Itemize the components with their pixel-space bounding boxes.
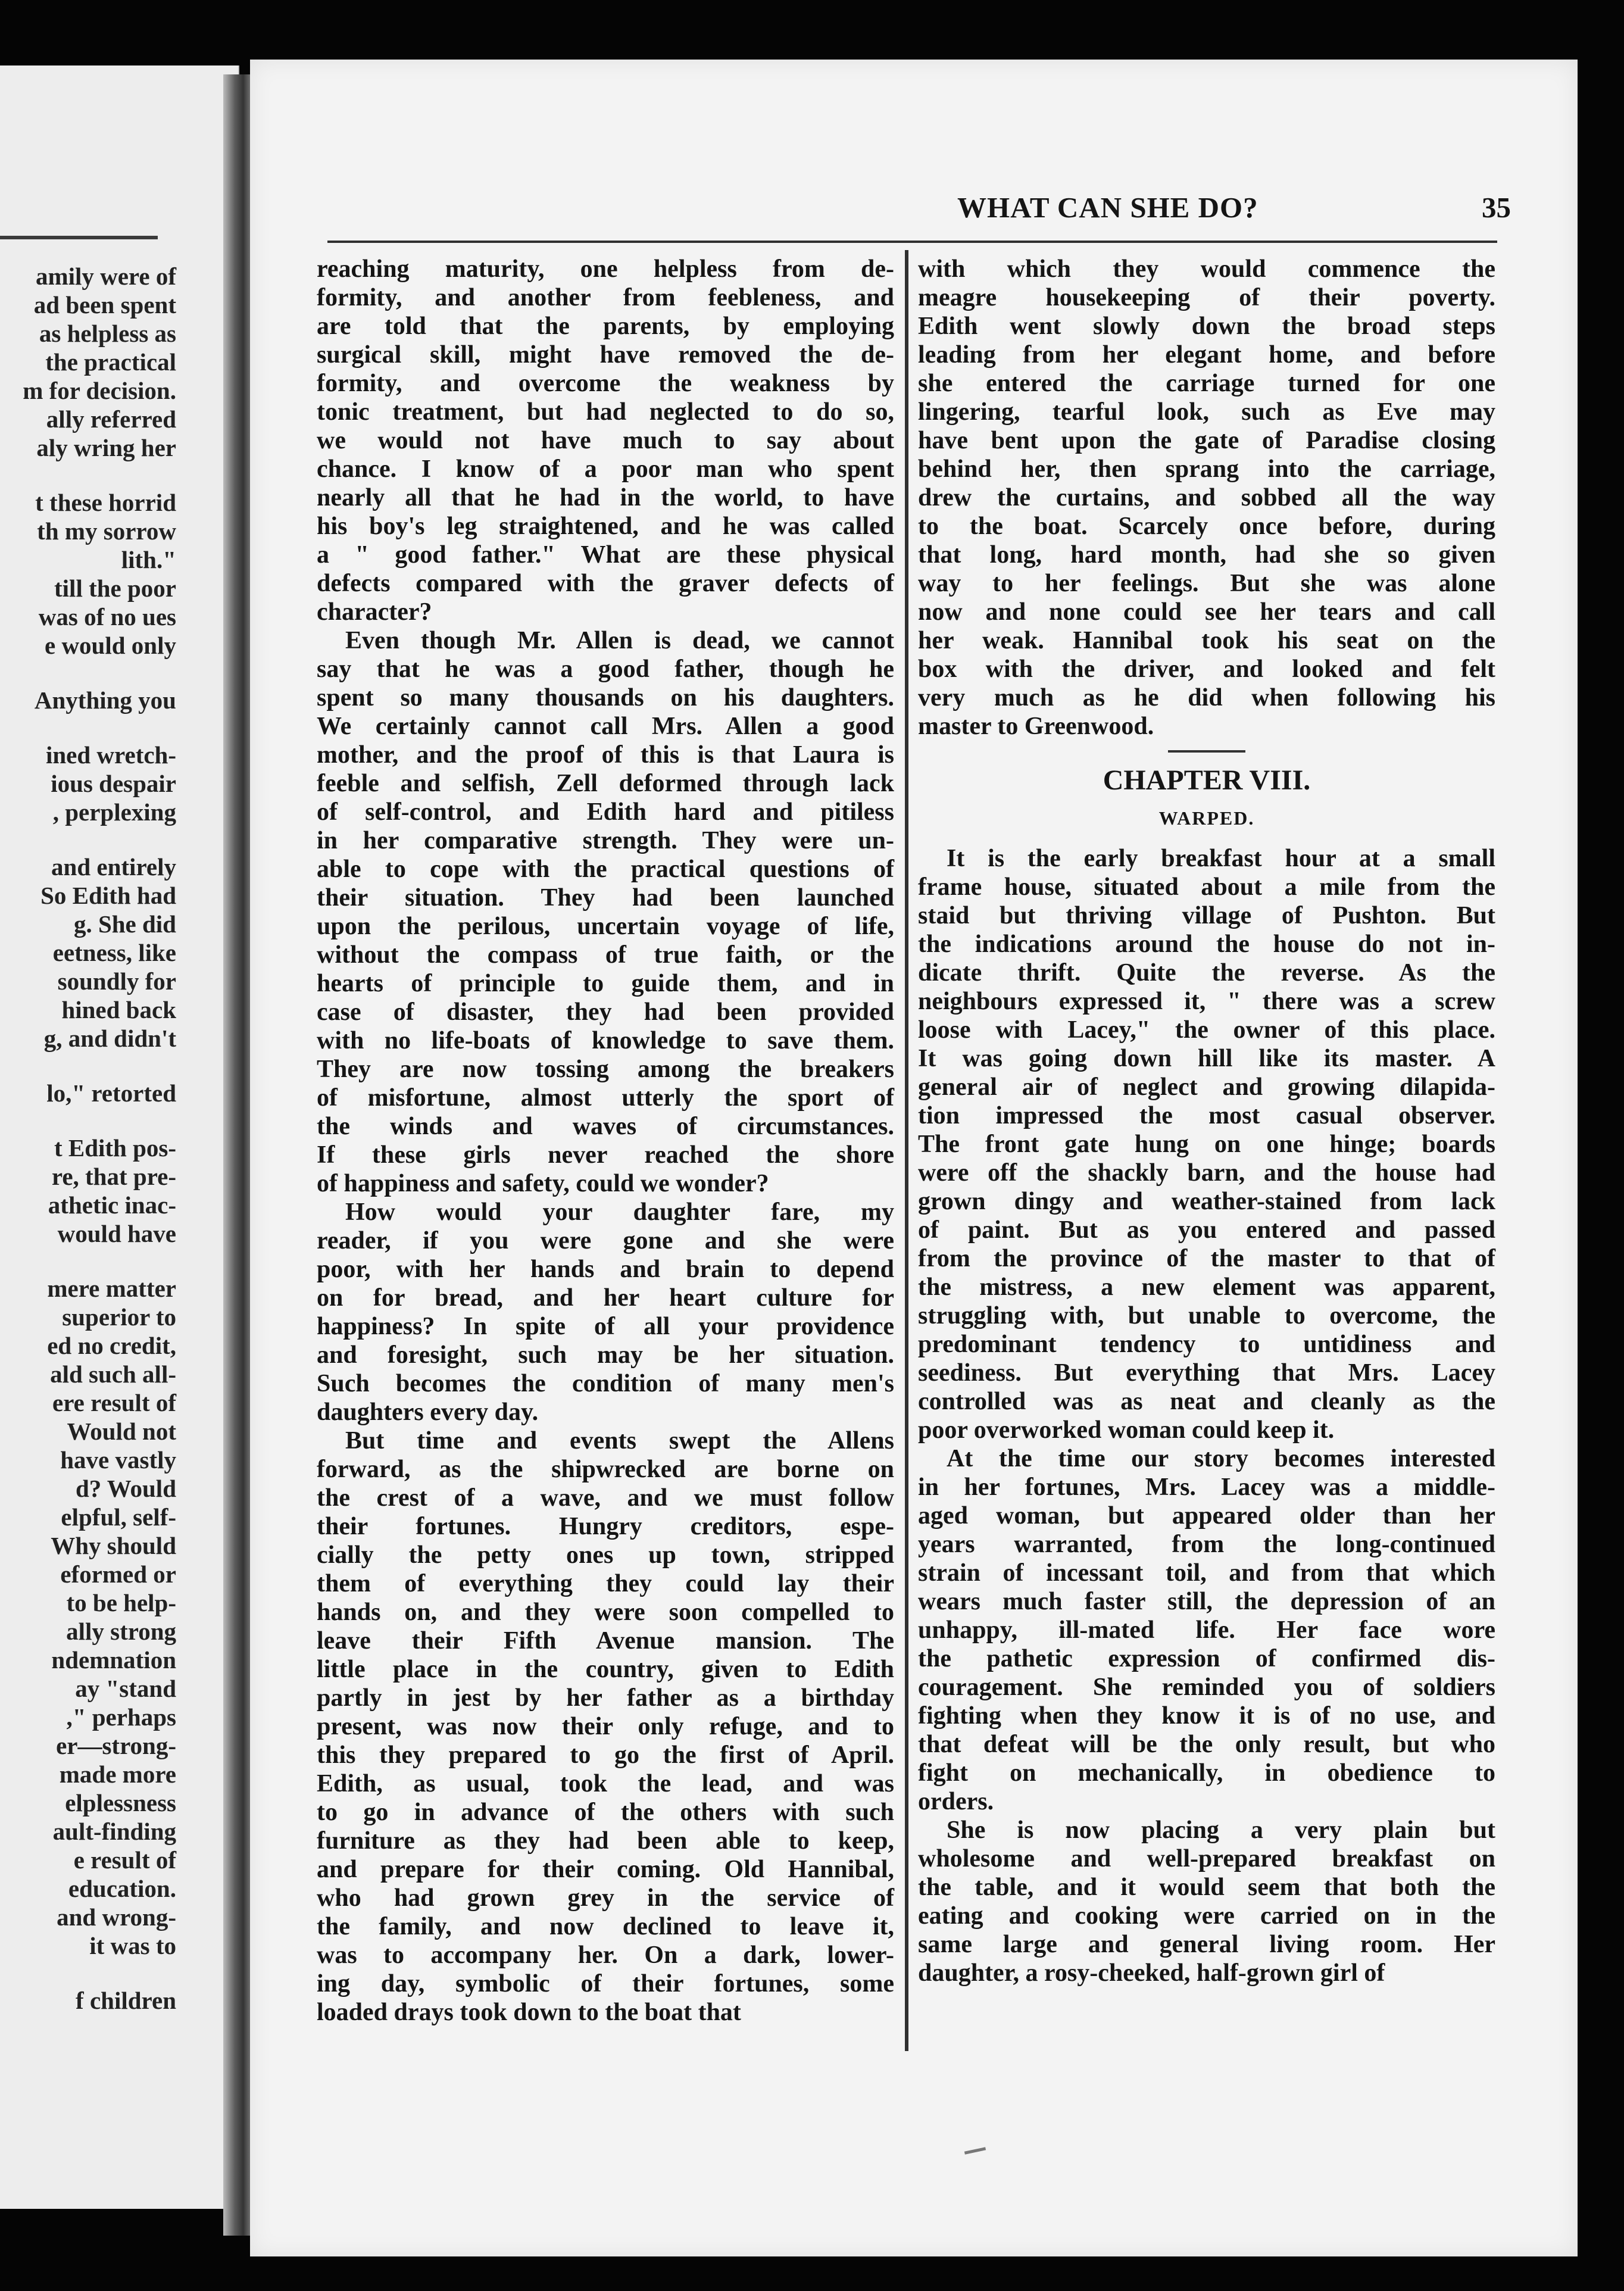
left-page-line: m for decision. bbox=[23, 377, 176, 404]
chapter-subtitle: WARPED. bbox=[1158, 807, 1255, 829]
text-line: from the province of the master to that of bbox=[918, 1245, 1495, 1272]
text-line: that long, hard month, had she so given bbox=[918, 541, 1495, 569]
text-line: mother, and the proof of this is that Laura is bbox=[317, 741, 894, 769]
left-page-line: amily were of bbox=[35, 263, 176, 290]
text-line: orders. bbox=[918, 1788, 994, 1815]
left-page-line: ad been spent bbox=[33, 291, 176, 319]
left-page-line: e would only bbox=[45, 632, 176, 659]
text-line: without the compass of true faith, or the bbox=[317, 941, 894, 969]
text-line: on for bread, and her heart culture for bbox=[317, 1284, 894, 1312]
left-page-line: education. bbox=[68, 1875, 176, 1902]
text-line: The front gate hung on one hinge; boards bbox=[918, 1131, 1495, 1158]
left-page-line: aly wring her bbox=[36, 434, 176, 461]
left-page-line: to be help- bbox=[66, 1589, 176, 1616]
left-page-line: Why should bbox=[51, 1532, 176, 1559]
chapter-viii-text bbox=[918, 844, 1495, 1987]
left-page-line: e result of bbox=[73, 1846, 176, 1874]
page-number: 35 bbox=[1482, 191, 1511, 224]
left-page-line: and entirely bbox=[51, 853, 176, 881]
text-line: this they prepared to go the first of April. bbox=[317, 1741, 894, 1769]
left-page-line: re, that pre- bbox=[51, 1163, 176, 1190]
chapter-title: CHAPTER VIII. bbox=[1103, 764, 1311, 796]
text-line: of self-control, and Edith hard and pitiless bbox=[317, 798, 894, 826]
left-page-line: superior to bbox=[62, 1303, 176, 1331]
left-page-line: soundly for bbox=[57, 967, 176, 995]
text-line: she entered the carriage turned for one bbox=[918, 370, 1495, 397]
text-line: the mistress, a new element was apparent, bbox=[918, 1274, 1495, 1301]
left-page-line: was of no ues bbox=[38, 603, 176, 631]
text-line: unhappy, ill-mated life. Her face wore bbox=[918, 1616, 1495, 1644]
text-line: box with the driver, and looked and felt bbox=[918, 656, 1495, 683]
left-page-line: eformed or bbox=[60, 1560, 176, 1588]
text-line: drew the curtains, and sobbed all the way bbox=[918, 484, 1495, 511]
left-page-line: g, and didn't bbox=[43, 1025, 176, 1052]
text-line: It was going down hill like its master. A bbox=[918, 1045, 1495, 1072]
left-page-line: ed no credit, bbox=[47, 1332, 176, 1359]
text-line: his boy's leg straightened, and he was called bbox=[317, 513, 894, 540]
text-line: But time and events swept the Allens bbox=[345, 1427, 894, 1454]
text-line: general air of neglect and growing dilapida- bbox=[918, 1073, 1495, 1101]
left-page-line: lo," retorted bbox=[46, 1079, 176, 1107]
text-line: able to cope with the practical questions of bbox=[317, 856, 894, 883]
text-line: At the time our story becomes interested bbox=[947, 1445, 1495, 1472]
page-header bbox=[326, 191, 1553, 227]
text-line: nearly all that he had in the world, to have bbox=[317, 484, 894, 511]
text-line: partly in jest by her father as a birthday bbox=[317, 1684, 894, 1712]
text-line: formity, and another from feebleness, and bbox=[317, 284, 894, 311]
text-line: struggling with, but unable to overcome, the bbox=[918, 1302, 1495, 1329]
left-page-line: ," perhaps bbox=[66, 1703, 176, 1731]
text-line: seediness. But everything that Mrs. Lacey bbox=[918, 1359, 1495, 1387]
left-page-text bbox=[0, 65, 238, 2209]
text-line: They are now tossing among the breakers bbox=[317, 1056, 894, 1083]
left-page-line: ally referred bbox=[46, 405, 176, 433]
text-line: tion impressed the most casual observer. bbox=[918, 1102, 1495, 1129]
text-line: We certainly cannot call Mrs. Allen a good bbox=[317, 713, 894, 740]
text-line: very much as he did when following his bbox=[918, 684, 1495, 711]
text-line: of misfortune, almost utterly the sport of bbox=[317, 1084, 894, 1112]
text-line: wears much faster still, the depression of an bbox=[918, 1588, 1495, 1615]
text-line: poor, with her hands and brain to depend bbox=[317, 1256, 894, 1283]
text-line: now and none could see her tears and call bbox=[918, 598, 1495, 626]
text-line: happiness? In spite of all your providence bbox=[317, 1313, 894, 1340]
text-line: fighting when they know it is of no use, and bbox=[918, 1702, 1495, 1730]
text-line: of happiness and safety, could we wonder? bbox=[317, 1170, 769, 1197]
text-line: the pathetic expression of confirmed dis- bbox=[918, 1645, 1495, 1672]
right-text-column bbox=[918, 255, 1495, 1987]
text-line: with no life-boats of knowledge to save them. bbox=[317, 1027, 894, 1054]
text-line: meagre housekeeping of their poverty. bbox=[918, 284, 1495, 311]
left-page-line: t Edith pos- bbox=[54, 1134, 176, 1162]
text-line: the winds and waves of circumstances. bbox=[317, 1113, 894, 1140]
right-page bbox=[250, 60, 1578, 2256]
text-line: have bent upon the gate of Paradise closing bbox=[918, 427, 1495, 454]
text-line: we would not have much to say about bbox=[317, 427, 894, 454]
left-page-line: mere matter bbox=[47, 1275, 176, 1302]
left-page-line: ere result of bbox=[52, 1389, 176, 1416]
text-line: Even though Mr. Allen is dead, we cannot bbox=[345, 627, 894, 654]
left-page-line: ious despair bbox=[51, 770, 176, 797]
text-line: little place in the country, given to Edith bbox=[317, 1656, 894, 1683]
left-page-line: f children bbox=[76, 1987, 176, 2014]
left-page-line: lith." bbox=[121, 546, 176, 573]
text-line: a " good father." What are these physical bbox=[317, 541, 894, 569]
text-line: formity, and overcome the weakness by bbox=[317, 370, 894, 397]
left-page-line: as helpless as bbox=[39, 320, 176, 347]
text-line: fight on mechanically, in obedience to bbox=[918, 1759, 1495, 1787]
text-line: loose with Lacey," the owner of this place. bbox=[918, 1016, 1495, 1044]
left-page-line: eetness, like bbox=[52, 939, 176, 966]
text-line: grown dingy and weather-stained from lack bbox=[918, 1188, 1495, 1215]
text-line: hands on, and they were soon compelled to bbox=[317, 1599, 894, 1626]
left-page-line: have vastly bbox=[60, 1446, 176, 1474]
scan-speck bbox=[964, 2147, 986, 2154]
left-page-line: ally strong bbox=[66, 1618, 176, 1645]
text-line: who had grown grey in the service of bbox=[317, 1884, 894, 1912]
left-page-line: hined back bbox=[61, 996, 176, 1023]
text-line: She is now placing a very plain but bbox=[947, 1816, 1495, 1844]
left-page-line: and wrong- bbox=[57, 1903, 176, 1931]
text-line: daughters every day. bbox=[317, 1399, 539, 1426]
text-line: that defeat will be the only result, but who bbox=[918, 1731, 1495, 1758]
text-line: forward, as the shipwrecked are borne on bbox=[317, 1456, 894, 1483]
text-line: neighbours expressed it, " there was a screw bbox=[918, 988, 1495, 1015]
text-line: Edith, as usual, took the lead, and was bbox=[317, 1770, 894, 1797]
text-line: to the boat. Scarcely once before, during bbox=[918, 513, 1495, 540]
left-page-line: , perplexing bbox=[52, 798, 176, 826]
text-line: master to Greenwood. bbox=[918, 713, 1154, 740]
text-line: present, was now their only refuge, and to bbox=[317, 1713, 894, 1740]
text-line: the family, and now declined to leave it, bbox=[317, 1913, 894, 1940]
text-line: same large and general living room. Her bbox=[918, 1931, 1495, 1958]
left-page-line: ined wretch- bbox=[45, 741, 176, 769]
header-rule bbox=[327, 241, 1497, 243]
text-line: couragement. She reminded you of soldiers bbox=[918, 1674, 1495, 1701]
text-line: cially the petty ones up town, stripped bbox=[317, 1541, 894, 1569]
text-line: their fortunes. Hungry creditors, espe- bbox=[317, 1513, 894, 1540]
text-line: with which they would commence the bbox=[918, 255, 1495, 283]
text-line: was to accompany her. On a dark, lower- bbox=[317, 1942, 894, 1969]
text-line: hearts of principle to guide them, and in bbox=[317, 970, 894, 997]
text-line: way to her feelings. But she was alone bbox=[918, 570, 1495, 597]
left-page-line: ndemnation bbox=[51, 1646, 176, 1674]
column-divider bbox=[905, 250, 908, 2051]
left-page-line: g. She did bbox=[73, 910, 176, 938]
left-page-line: ald such all- bbox=[50, 1360, 176, 1388]
left-page-line: ay "stand bbox=[75, 1675, 176, 1702]
text-line: in her comparative strength. They were un- bbox=[317, 827, 894, 854]
text-line: lingering, tearful look, such as Eve may bbox=[918, 398, 1495, 426]
text-line: are told that the parents, by employing bbox=[317, 313, 894, 340]
text-line: feeble and selfish, Zell deformed through lack bbox=[317, 770, 894, 797]
left-page-line: th my sorrow bbox=[37, 517, 176, 545]
text-line: How would your daughter fare, my bbox=[345, 1198, 894, 1226]
chapter-vii-ending-text bbox=[918, 255, 1495, 741]
text-line: case of disaster, they had been provided bbox=[317, 998, 894, 1026]
text-line: strain of incessant toil, and from that which bbox=[918, 1559, 1495, 1587]
text-line: surgical skill, might have removed the de- bbox=[317, 341, 894, 369]
text-line: tonic treatment, but had neglected to do so, bbox=[317, 398, 894, 426]
text-line: dicate thrift. Quite the reverse. As the bbox=[918, 959, 1495, 987]
text-line: character? bbox=[317, 598, 432, 626]
text-line: controlled was as neat and cleanly as the bbox=[918, 1388, 1495, 1415]
text-line: spent so many thousands on his daughters. bbox=[317, 684, 894, 711]
text-line: upon the perilous, uncertain voyage of life, bbox=[317, 913, 894, 940]
left-page-line: elpful, self- bbox=[61, 1503, 176, 1531]
left-page-line: made more bbox=[59, 1761, 176, 1788]
text-line: in her fortunes, Mrs. Lacey was a middle- bbox=[918, 1474, 1495, 1501]
text-line: leave their Fifth Avenue mansion. The bbox=[317, 1627, 894, 1655]
text-line: predominant tendency to untidiness and bbox=[918, 1331, 1495, 1358]
text-line: behind her, then sprang into the carriage, bbox=[918, 455, 1495, 483]
text-line: eating and cooking were carried on in the bbox=[918, 1902, 1495, 1930]
text-line: of paint. But as you entered and passed bbox=[918, 1216, 1495, 1244]
left-page-line: Anything you bbox=[34, 686, 176, 714]
text-line: frame house, situated about a mile from the bbox=[918, 873, 1495, 901]
running-title: WHAT CAN SHE DO? bbox=[957, 191, 1258, 224]
text-line: the crest of a wave, and we must follow bbox=[317, 1484, 894, 1512]
left-page-fragment bbox=[0, 65, 239, 2209]
text-line: reaching maturity, one helpless from de- bbox=[317, 255, 894, 283]
text-line: Edith went slowly down the broad steps bbox=[918, 313, 1495, 340]
text-line: the indications around the house do not in- bbox=[918, 931, 1495, 958]
text-line: staid but thriving village of Pushton. But bbox=[918, 902, 1495, 929]
left-page-line: er—strong- bbox=[56, 1732, 176, 1759]
left-page-line: it was to bbox=[89, 1932, 176, 1959]
left-page-line: ault-finding bbox=[52, 1818, 176, 1845]
text-line: their situation. They had been launched bbox=[317, 884, 894, 912]
text-line: and prepare for their coming. Old Hannibal, bbox=[317, 1856, 894, 1883]
left-page-line: the practical bbox=[45, 348, 176, 376]
text-line: poor overworked woman could keep it. bbox=[918, 1416, 1335, 1444]
text-line: leading from her elegant home, and before bbox=[918, 341, 1495, 369]
text-line: ing day, symbolic of their fortunes, some bbox=[317, 1970, 894, 1997]
text-line: say that he was a good father, though he bbox=[317, 656, 894, 683]
left-text-column bbox=[317, 255, 894, 2027]
left-page-line: would have bbox=[57, 1220, 176, 1247]
left-page-line: t these horrid bbox=[35, 489, 176, 516]
left-page-line: d? Would bbox=[75, 1475, 176, 1502]
text-line: It is the early breakfast hour at a small bbox=[947, 845, 1495, 872]
text-line: to go in advance of the others with such bbox=[317, 1799, 894, 1826]
text-line: the table, and it would seem that both the bbox=[918, 1874, 1495, 1901]
text-line: her weak. Hannibal took his seat on the bbox=[918, 627, 1495, 654]
text-line: wholesome and well-prepared breakfast on bbox=[918, 1845, 1495, 1872]
left-page-line: till the poor bbox=[54, 575, 176, 602]
chapter-separator-rule bbox=[1168, 750, 1245, 753]
text-line: years warranted, from the long-continued bbox=[918, 1531, 1495, 1558]
text-line: aged woman, but appeared older than her bbox=[918, 1502, 1495, 1530]
left-page-line: athetic inac- bbox=[48, 1191, 176, 1219]
text-line: and foresight, such may be her situation. bbox=[317, 1341, 894, 1369]
text-line: defects compared with the graver defects of bbox=[317, 570, 894, 597]
text-line: loaded drays took down to the boat that bbox=[317, 1999, 741, 2026]
text-line: Such becomes the condition of many men's bbox=[317, 1370, 894, 1397]
left-page-line: So Edith had bbox=[40, 882, 176, 909]
text-line: If these girls never reached the shore bbox=[317, 1141, 894, 1169]
left-page-line: Would not bbox=[67, 1418, 176, 1445]
text-line: daughter, a rosy-cheeked, half-grown girl of bbox=[918, 1959, 1385, 1987]
text-line: reader, if you were gone and she were bbox=[317, 1227, 894, 1254]
text-line: them of everything they could lay their bbox=[317, 1570, 894, 1597]
text-line: were off the shackly barn, and the house had bbox=[918, 1159, 1495, 1187]
left-page-line: elplessness bbox=[65, 1789, 176, 1816]
text-line: furniture as they had been able to keep, bbox=[317, 1827, 894, 1855]
text-line: chance. I know of a poor man who spent bbox=[317, 455, 894, 483]
